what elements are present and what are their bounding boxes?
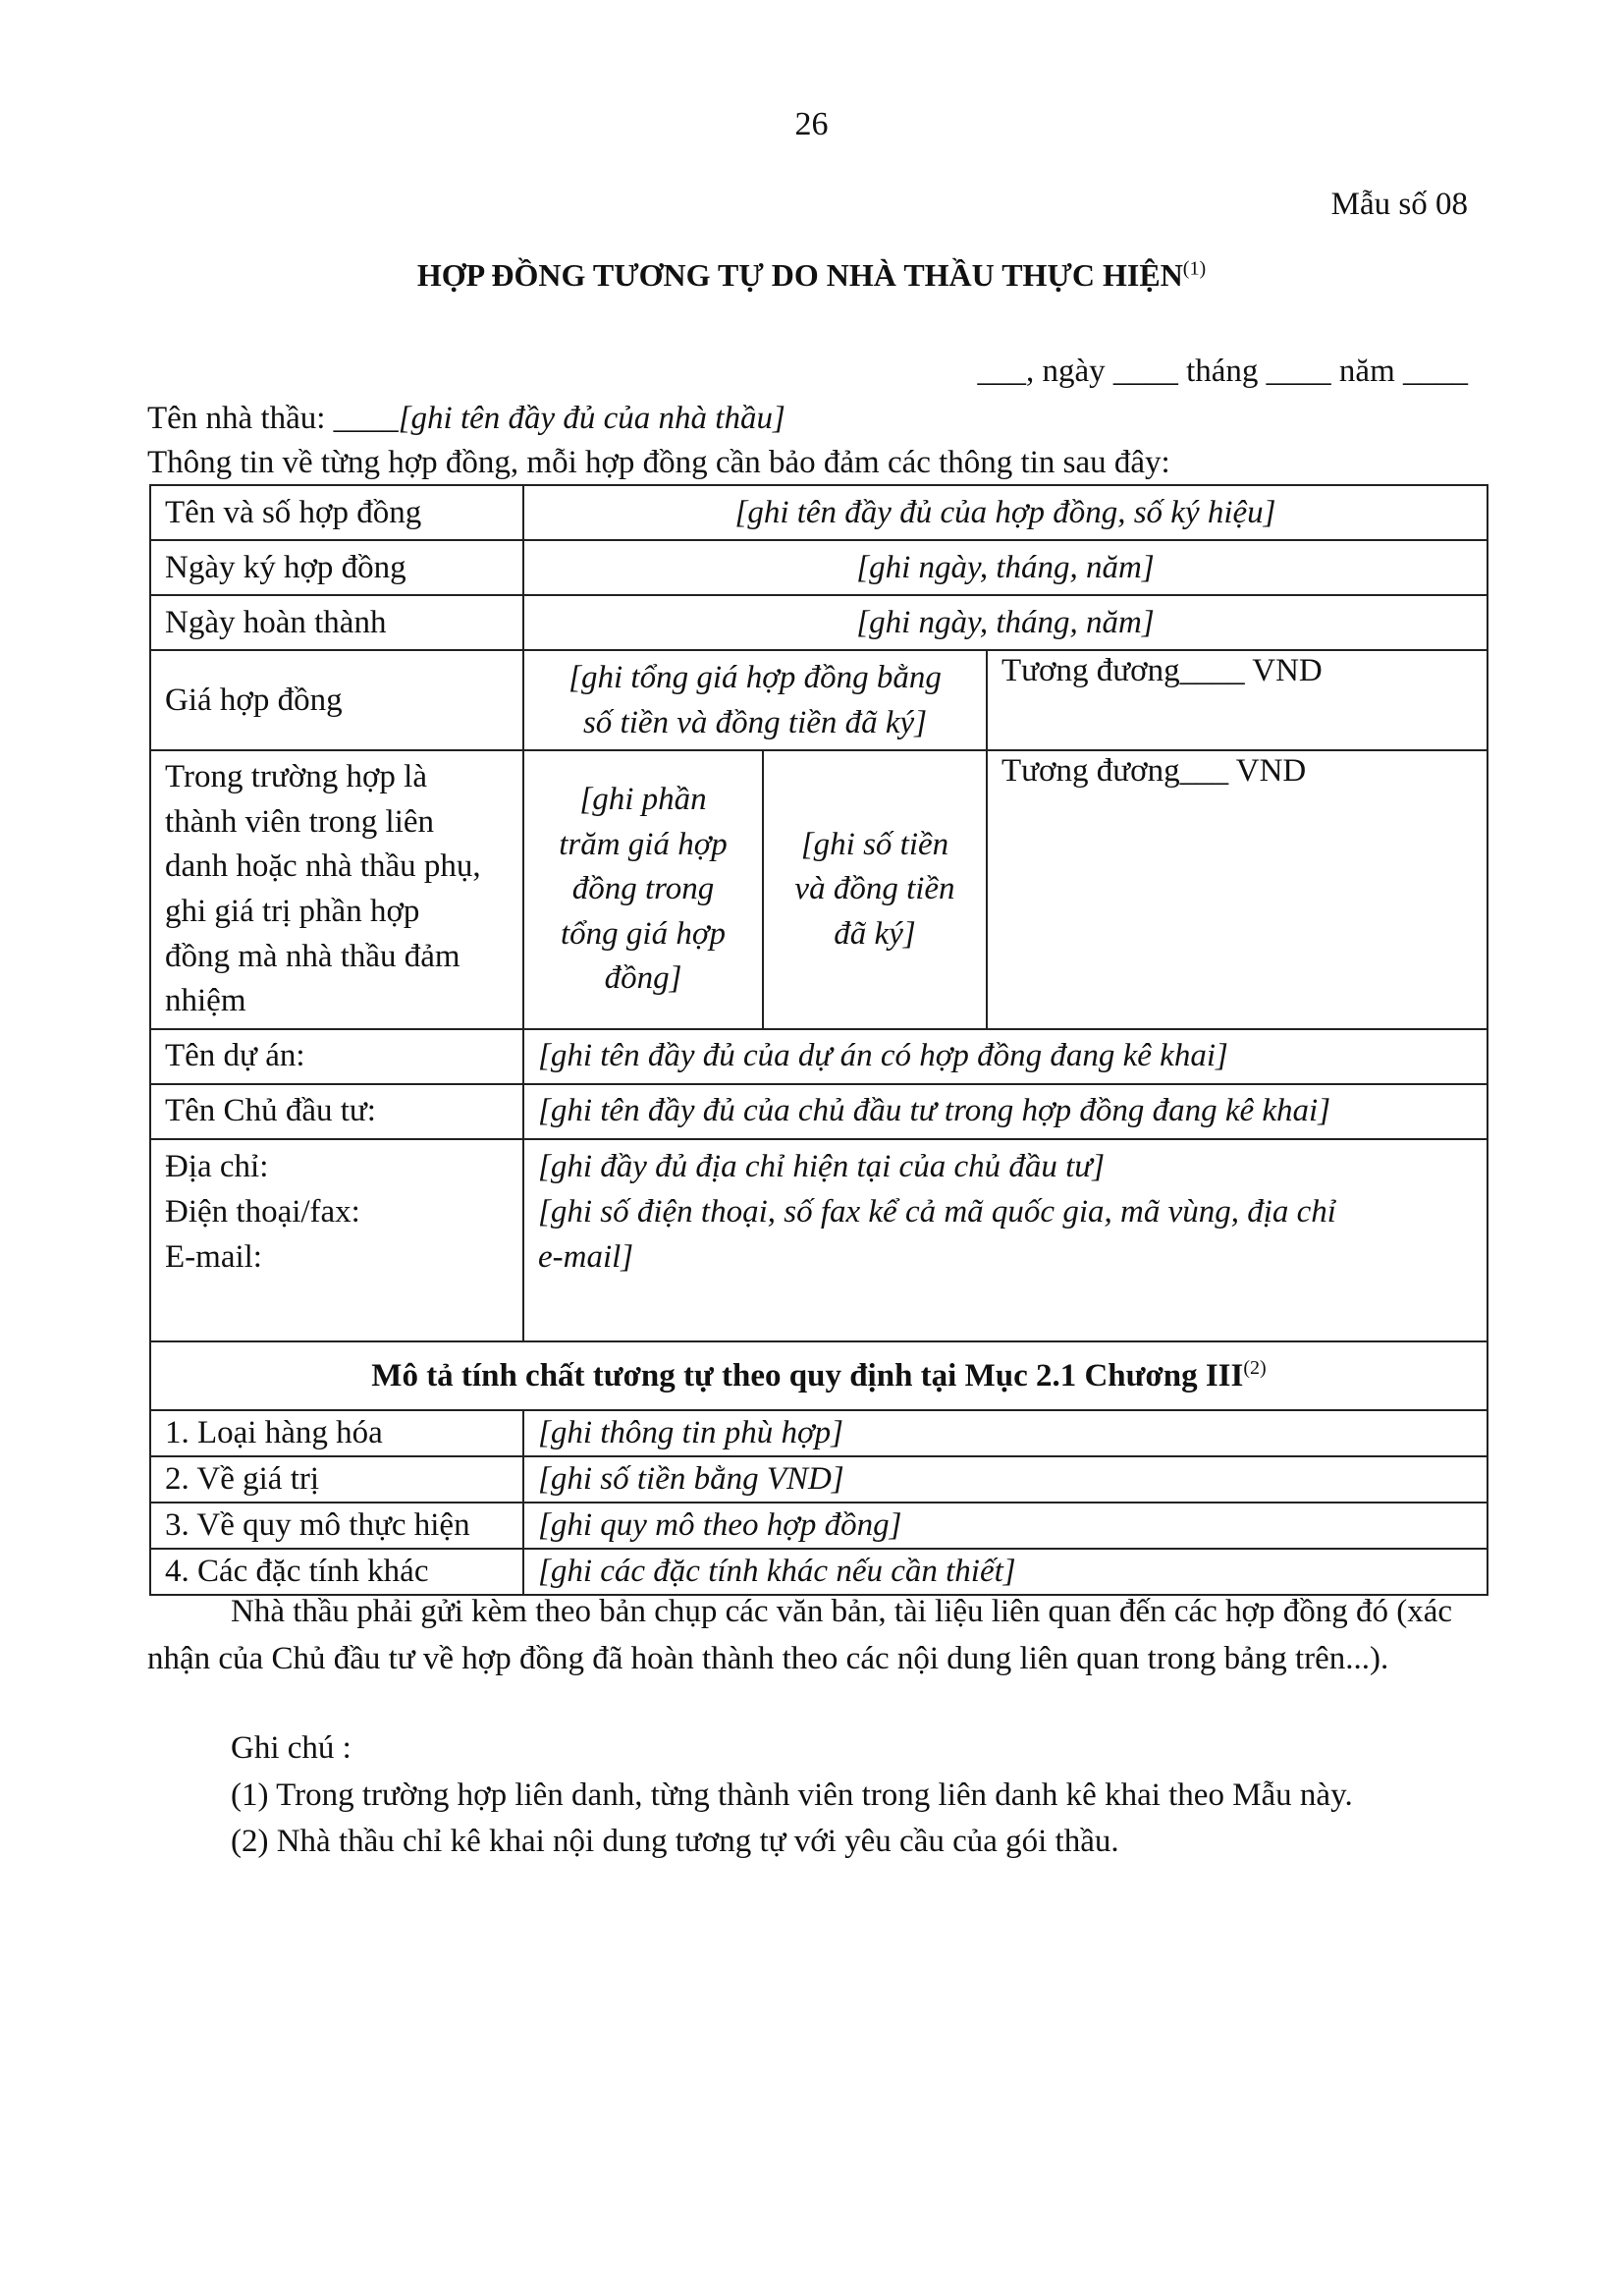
criteria-label: 1. Loại hàng hóa <box>150 1410 523 1456</box>
criteria-label: 3. Về quy mô thực hiện <box>150 1503 523 1549</box>
table-row <box>150 1549 1488 1595</box>
table-row <box>150 750 1488 1028</box>
table-row <box>150 1084 1488 1139</box>
criteria-value: [ghi số tiền bằng VND] <box>523 1456 1488 1503</box>
criteria-label: 2. Về giá trị <box>150 1456 523 1503</box>
document-title <box>0 257 1623 294</box>
table-row <box>150 595 1488 650</box>
contractor-hint: [ghi tên đầy đủ của nhà thầu] <box>398 401 785 436</box>
table-row <box>150 650 1488 750</box>
row-value: [ghi tên đầy đủ của chủ đầu tư trong hợp đồng đang kê khai] <box>523 1084 1488 1139</box>
row-value: [ghi ngày, tháng, năm] <box>523 595 1488 650</box>
row-label: Ngày ký hợp đồng <box>150 540 523 595</box>
section-header-row <box>150 1341 1488 1410</box>
criteria-value: [ghi thông tin phù hợp] <box>523 1410 1488 1456</box>
row-value: [ghi ngày, tháng, năm] <box>523 540 1488 595</box>
section-footnote-marker: (2) <box>1243 1357 1267 1380</box>
row-value: [ghi đầy đủ địa chỉ hiện tại của chủ đầu tư] [ghi số điện thoại, số fax kể cả mã quốc gia, mã vùng, địa chỉ e-mail] <box>523 1139 1488 1341</box>
criteria-label: 4. Các đặc tính khác <box>150 1549 523 1595</box>
contract-info-table <box>149 484 1488 1596</box>
row-label: Tên và số hợp đồng <box>150 485 523 540</box>
table-row <box>150 1029 1488 1084</box>
table-row <box>150 1456 1488 1503</box>
intro-line: Thông tin về từng hợp đồng, mỗi hợp đồng cần bảo đảm các thông tin sau đây: <box>147 445 1170 480</box>
table-row <box>150 1503 1488 1549</box>
row-label: Giá hợp đồng <box>150 650 523 750</box>
row-percent: [ghi phần trăm giá hợp đồng trong tổng giá hợp đồng] <box>523 750 763 1028</box>
section-title-text: Mô tả tính chất tương tự theo quy định tại Mục 2.1 Chương III <box>371 1358 1244 1394</box>
section-title <box>150 1341 1488 1410</box>
table-row <box>150 540 1488 595</box>
row-value: [ghi tổng giá hợp đồng bằng số tiền và đồng tiền đã ký] <box>523 650 987 750</box>
form-code: Mẫu số 08 <box>1330 187 1468 222</box>
table-row <box>150 1139 1488 1341</box>
row-label: Ngày hoàn thành <box>150 595 523 650</box>
table-row <box>150 1410 1488 1456</box>
row-label: Trong trường hợp là thành viên trong liên danh hoặc nhà thầu phụ, ghi giá trị phần hợp đồng mà nhà thầu đảm nhiệm <box>150 750 523 1028</box>
row-equivalent: Tương đương___ VND <box>987 750 1488 1028</box>
page-number: 26 <box>794 106 829 142</box>
row-amount: [ghi số tiền và đồng tiền đã ký] <box>763 750 987 1028</box>
document-title-text: HỢP ĐỒNG TƯƠNG TỰ DO NHÀ THẦU THỰC HIỆN <box>416 257 1183 293</box>
note-2: (2) Nhà thầu chỉ kê khai nội dung tương tự với yêu cầu của gói thầu. <box>231 1824 1119 1859</box>
contractor-line <box>147 401 785 437</box>
title-footnote-marker: (1) <box>1182 257 1207 280</box>
criteria-value: [ghi quy mô theo hợp đồng] <box>523 1503 1488 1549</box>
table-row <box>150 485 1488 540</box>
row-equivalent: Tương đương____ VND <box>987 650 1488 750</box>
row-label: Tên Chủ đầu tư: <box>150 1084 523 1139</box>
attachment-note: Nhà thầu phải gửi kèm theo bản chụp các văn bản, tài liệu liên quan đến các hợp đồng đó (xác nhận của Chủ đầu tư về hợp đồng đã hoàn thành theo các nội dung liên quan trong bảng trên...). <box>147 1594 1452 1676</box>
row-value: [ghi tên đầy đủ của dự án có hợp đồng đang kê khai] <box>523 1029 1488 1084</box>
note-1: (1) Trong trường hợp liên danh, từng thành viên trong liên danh kê khai theo Mẫu này. <box>231 1777 1353 1813</box>
row-value: [ghi tên đầy đủ của hợp đồng, số ký hiệu] <box>523 485 1488 540</box>
row-label: Địa chỉ: Điện thoại/fax: E-mail: <box>150 1139 523 1341</box>
contractor-label: Tên nhà thầu: ____ <box>147 401 399 436</box>
date-line: ___, ngày ____ tháng ____ năm ____ <box>977 354 1468 389</box>
row-label: Tên dự án: <box>150 1029 523 1084</box>
criteria-value: [ghi các đặc tính khác nếu cần thiết] <box>523 1549 1488 1595</box>
notes-heading: Ghi chú : <box>231 1730 352 1766</box>
